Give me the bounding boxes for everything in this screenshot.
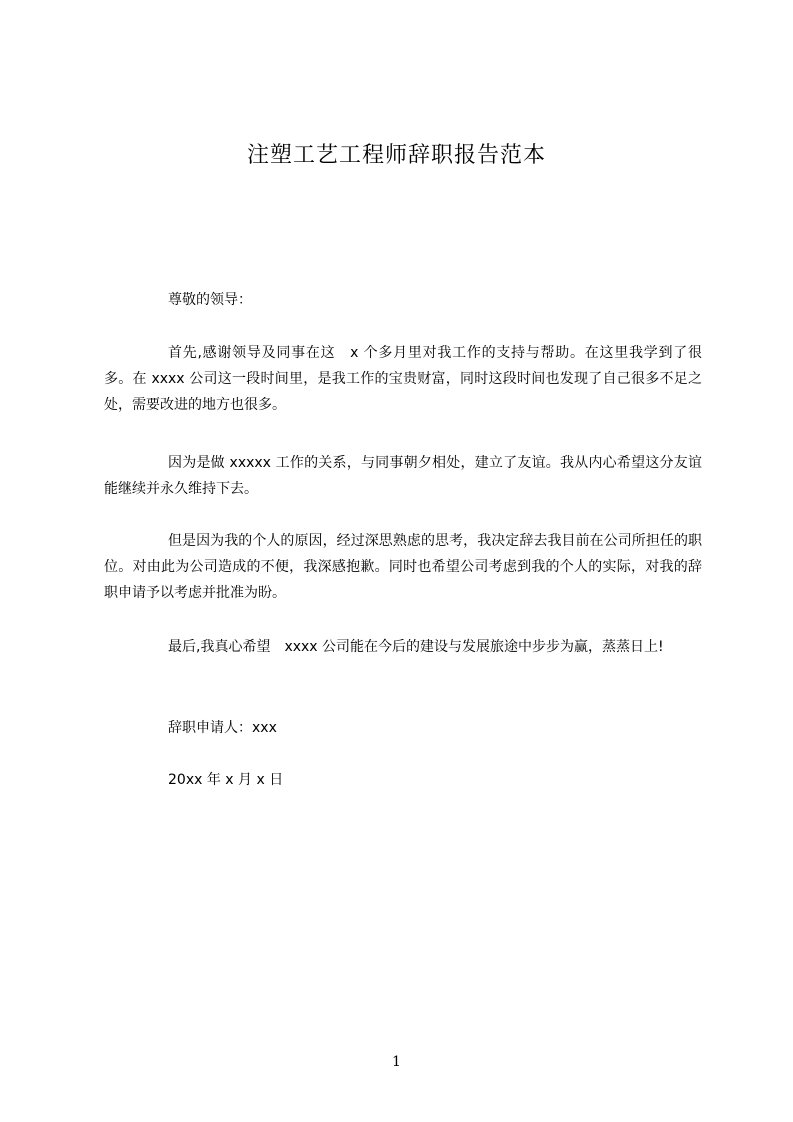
page-number: 1	[392, 1054, 401, 1070]
paragraph-friendship: 因为是做 xxxxx 工作的关系，与同事朝夕相处，建立了友谊。我从内心希望这分友谊能继续并永久维持下去。	[104, 455, 702, 497]
date-line: 20xx 年 x 月 x 日	[168, 772, 284, 788]
paragraph-thanks: 首先,感谢领导及同事在这 x 个多月里对我工作的支持与帮助。在这里我学到了很多。在 xxxx 公司这一段时间里，是我工作的宝贵财富，同时这段时间也发现了自己很多不足之处，需要改进的地方也很多。	[104, 345, 702, 413]
paragraph-resignation-reason: 但是因为我的个人的原因，经过深思熟虑的思考，我决定辞去我目前在公司所担任的职位。对由此为公司造成的不便，我深感抱歉。同时也希望公司考虑到我的个人的实际，对我的辞职申请予以考虑并批准为盼。	[104, 533, 702, 601]
paragraph-closing-wishes: 最后,我真心希望 xxxx 公司能在今后的建设与发展旅途中步步为赢，蒸蒸日上!	[168, 639, 664, 655]
signature-line: 辞职申请人：xxx	[168, 720, 277, 736]
document-title: 注塑工艺工程师辞职报告范本	[246, 143, 546, 168]
greeting: 尊敬的领导：	[168, 292, 252, 308]
